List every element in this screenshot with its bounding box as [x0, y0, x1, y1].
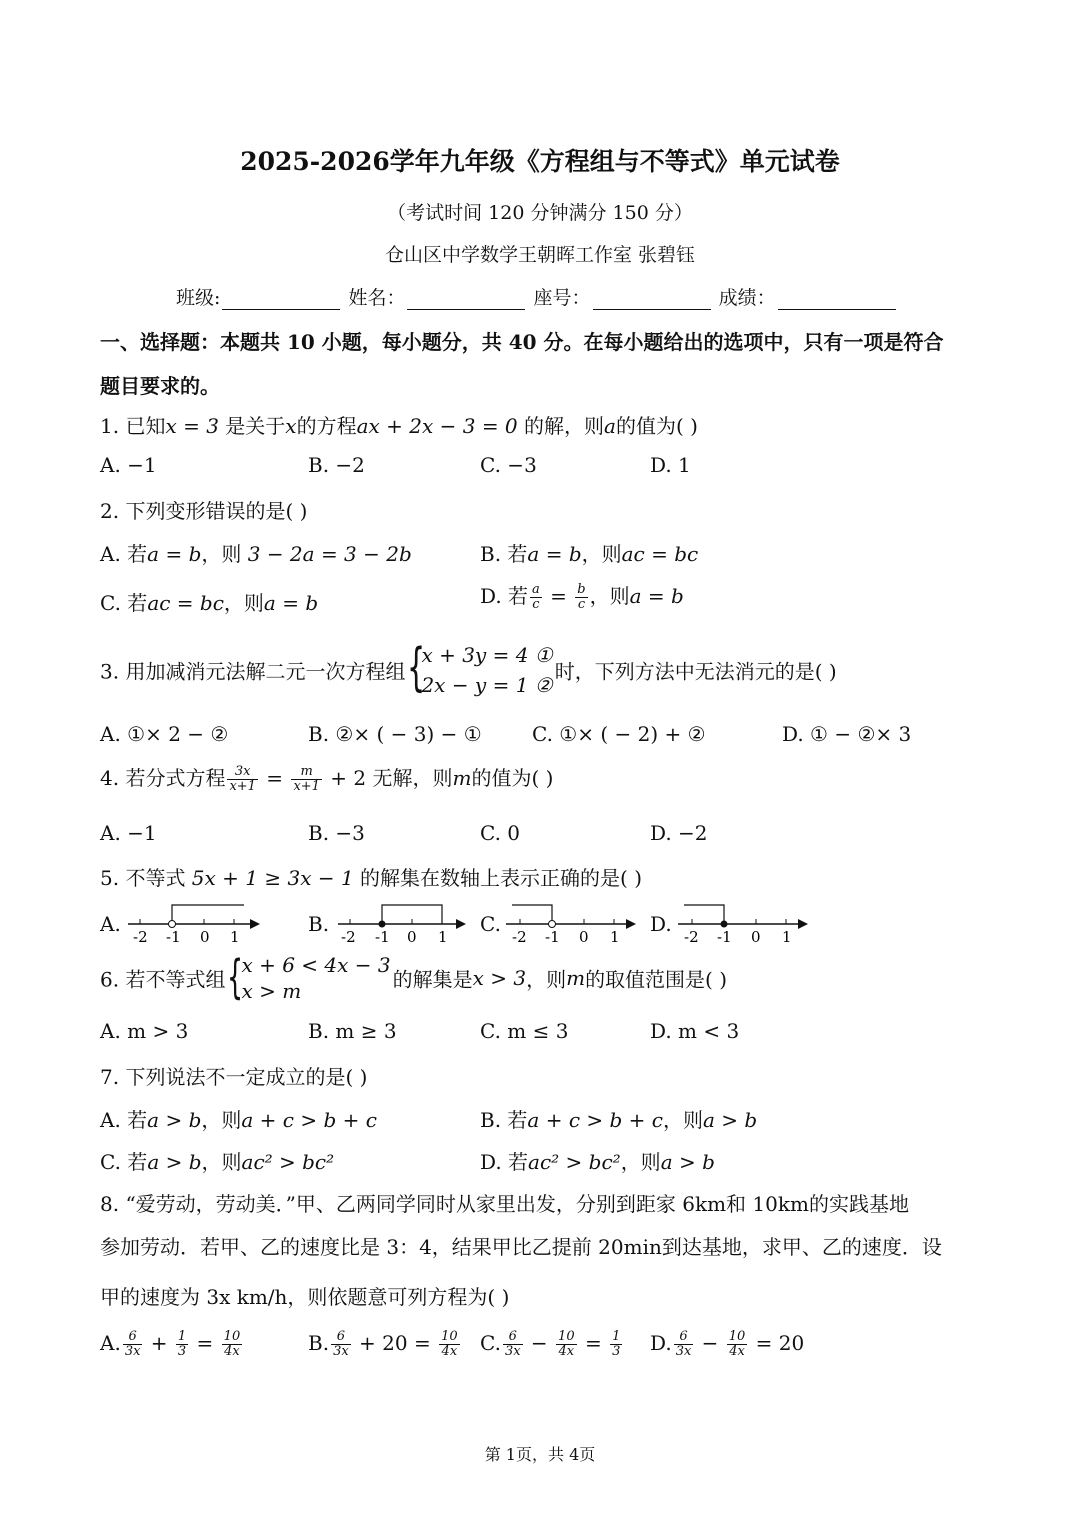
q5-option-c-numberline[interactable] — [502, 898, 642, 946]
q5-option-b-label[interactable]: B. — [308, 912, 330, 936]
student-info-row — [176, 283, 898, 310]
svg-text:-2: -2 — [341, 928, 356, 946]
q2-option-d[interactable]: D. 若 $\frac{a}{c}$ = $\frac{b}{c}$ ，则a = b — [480, 582, 684, 612]
q6-option-a[interactable]: A. m > 3 — [100, 1019, 189, 1043]
q6-inequality-system: { x + 6 < 4x − 3 x > m — [227, 950, 391, 1004]
q1-option-d[interactable]: D. 1 — [650, 453, 691, 477]
class-label: 班级: — [176, 287, 221, 309]
svg-text:-1: -1 — [375, 928, 390, 946]
svg-text:0: 0 — [200, 928, 210, 946]
q5-option-a-numberline[interactable] — [122, 898, 262, 946]
svg-text:-2: -2 — [133, 928, 148, 946]
seat-label: 座号： — [533, 287, 591, 309]
q4-option-d[interactable]: D. −2 — [650, 821, 708, 845]
name-label: 姓名： — [348, 287, 406, 309]
q8-option-d[interactable]: D. $\frac{6}{3x}$ − $\frac{10}{4x}$ = 20 — [650, 1329, 805, 1359]
svg-text:1: 1 — [610, 928, 620, 946]
question-3: 3. 用加减消元法解二元一次方程组 { x + 3y = 4 ① 2x − y = 1 ② 时，下列方法中无法消元的是( ) — [100, 638, 837, 698]
q6-option-c[interactable]: C. m ≤ 3 — [480, 1019, 569, 1043]
author-line: 仓山区中学数学王朝晖工作室 张碧钰 — [384, 244, 696, 266]
svg-text:1: 1 — [438, 928, 448, 946]
q7-option-d[interactable]: D. 若ac² > bc²，则a > b — [480, 1150, 715, 1174]
q3-option-d[interactable]: D. ① − ②× 3 — [782, 722, 912, 746]
seat-blank[interactable] — [593, 291, 711, 310]
q7-option-a[interactable]: A. 若a > b，则a + c > b + c — [100, 1108, 377, 1132]
q3-option-c[interactable]: C. ①× ( − 2) + ② — [532, 722, 706, 746]
section-header-line1: 一、选择题：本题共 10 小题，每小题分，共 40 分。在每小题给出的选项中，只有一项是符合 — [100, 330, 944, 354]
q4-option-c[interactable]: C. 0 — [480, 821, 521, 845]
question-1: 1. 已知x = 3 是关于x的方程ax + 2x − 3 = 0 的解，则a的值为( ) — [100, 414, 698, 438]
q7-option-b[interactable]: B. 若a + c > b + c，则a > b — [480, 1108, 758, 1132]
q5-option-d-numberline[interactable] — [674, 898, 814, 946]
class-blank[interactable] — [222, 291, 340, 310]
svg-text:-1: -1 — [545, 928, 560, 946]
q4-option-a[interactable]: A. −1 — [100, 821, 157, 845]
q3-option-b[interactable]: B. ②× ( − 3) − ① — [308, 722, 482, 746]
q4-option-b[interactable]: B. −3 — [308, 821, 365, 845]
q1-option-a[interactable]: A. −1 — [100, 453, 157, 477]
q3-option-a[interactable]: A. ①× 2 − ② — [100, 722, 229, 746]
svg-text:0: 0 — [751, 928, 761, 946]
q8-option-b[interactable]: B. $\frac{6}{3x}$ + 20 = $\frac{10}{4x}$ — [308, 1329, 458, 1359]
question-2: 2. 下列变形错误的是( ) — [100, 499, 308, 523]
q6-option-d[interactable]: D. m < 3 — [650, 1019, 740, 1043]
question-5: 5. 不等式 5x + 1 ≥ 3x − 1 的解集在数轴上表示正确的是( ) — [100, 866, 642, 890]
name-blank[interactable] — [407, 291, 525, 310]
svg-text:0: 0 — [407, 928, 417, 946]
svg-text:-1: -1 — [166, 928, 181, 946]
question-8-line2: 参加劳动．若甲、乙的速度比是 3：4，结果甲比乙提前 20min到达基地，求甲、乙的速度．设 — [100, 1235, 942, 1259]
exam-info: （考试时间 120 分钟满分 150 分） — [387, 202, 693, 224]
question-7: 7. 下列说法不一定成立的是( ) — [100, 1065, 368, 1089]
q2-option-b[interactable]: B. 若a = b，则ac = bc — [480, 542, 699, 566]
exam-title: 2025-2026学年九年级《方程组与不等式》单元试卷 — [240, 147, 840, 176]
svg-text:1: 1 — [230, 928, 240, 946]
q2-option-a[interactable]: A. 若a = b，则 3 − 2a = 3 − 2b — [100, 542, 412, 566]
q8-option-c[interactable]: C. $\frac{6}{3x}$ − $\frac{10}{4x}$ = $\frac{1}{3}$ — [480, 1329, 621, 1359]
question-8-line1: 8. “爱劳动，劳动美．”甲、乙两同学同时从家里出发，分别到距家 6km和 10km的实践基地 — [100, 1192, 909, 1216]
score-label: 成绩： — [718, 287, 776, 309]
q6-option-b[interactable]: B. m ≥ 3 — [308, 1019, 397, 1043]
svg-text:1: 1 — [782, 928, 792, 946]
score-blank[interactable] — [778, 291, 896, 310]
q1-option-b[interactable]: B. −2 — [308, 453, 365, 477]
svg-text:-2: -2 — [512, 928, 527, 946]
svg-text:0: 0 — [579, 928, 589, 946]
q8-option-a[interactable]: A. $\frac{6}{3x}$ + $\frac{1}{3}$ = $\frac{10}{4x}$ — [100, 1329, 241, 1359]
q5-option-b-numberline[interactable] — [332, 898, 472, 946]
q5-option-c-label[interactable]: C. — [480, 912, 501, 936]
q2-option-c[interactable]: C. 若ac = bc，则a = b — [100, 591, 319, 615]
svg-text:-1: -1 — [717, 928, 732, 946]
question-8-line3: 甲的速度为 3x km/h，则依题意可列方程为( ) — [100, 1285, 510, 1309]
q7-option-c[interactable]: C. 若a > b，则ac² > bc² — [100, 1150, 335, 1174]
svg-text:-2: -2 — [684, 928, 699, 946]
q1-option-c[interactable]: C. −3 — [480, 453, 537, 477]
q3-equation-system: { x + 3y = 4 ① 2x − y = 1 ② — [407, 638, 553, 698]
page-footer: 第 1页，共 4页 — [484, 1445, 596, 1464]
question-6: 6. 若不等式组 { x + 6 < 4x − 3 x > m 的解集是x > 3，则m的取值范围是( ) — [100, 950, 728, 1004]
question-4: 4. 若分式方程 $\frac{3x}{x+1}$ = $\frac{m}{x+1}$ + 2 无解，则m的值为( ) — [100, 764, 554, 794]
q5-option-d-label[interactable]: D. — [650, 912, 672, 936]
section-header-line2: 题目要求的。 — [100, 374, 220, 398]
q5-option-a-label[interactable]: A. — [100, 912, 121, 936]
